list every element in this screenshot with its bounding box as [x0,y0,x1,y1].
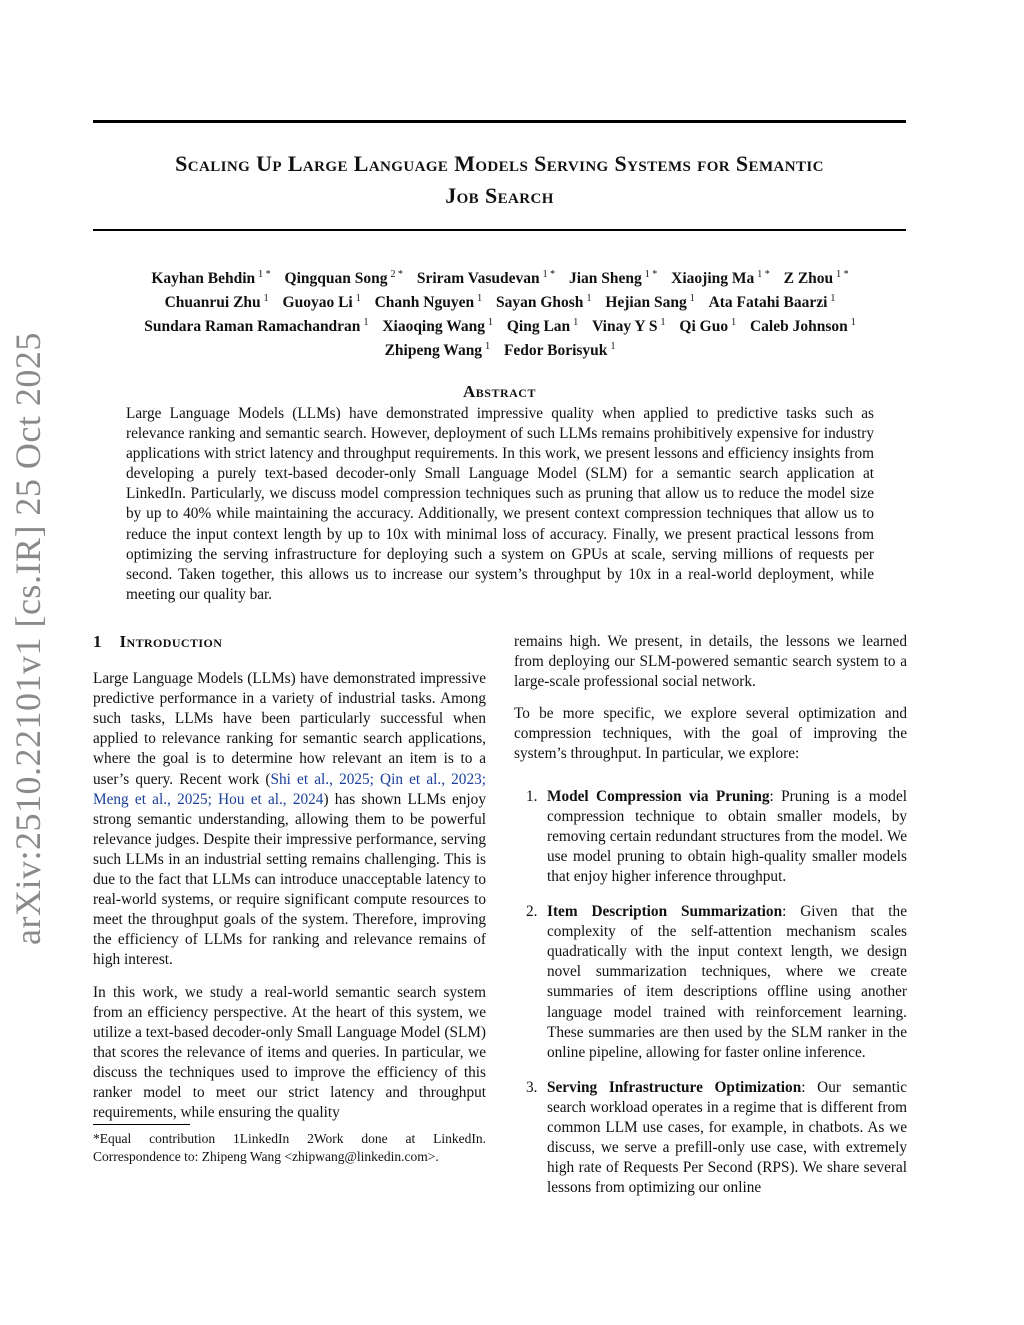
abstract-heading: Abstract [463,382,536,401]
list-item: 2. Item Description Summarization: Given that the complexity of the self-attention mechanism scales quadratically with the input context length, we design novel summarization techniques, where we create summaries of item descriptions offline using another language model trained with reinforcement learning. These summaries are then used by the SLM ranker in the online pipeline, allowing for faster online inference. [526,903,907,1061]
author: Fedor Borisyuk $^1$ [503,341,616,360]
arxiv-stamp: arXiv:2510.22101v1 [cs.IR] 25 Oct 2025 [8,332,48,945]
left-column [93,632,486,1135]
author: Sriram Vasudevan $^{1 *}$ [416,269,556,288]
author: Kayhan Behdin $^{1 *}$ [151,269,271,288]
author: Xiaoqing Wang $^1$ [382,317,493,336]
author: Guoyao Li $^1$ [282,293,361,312]
author-row-4 [100,337,900,361]
section-heading [93,632,486,652]
list-item: 1. Model Compression via Pruning: Pruning is a model compression technique to obtain smaller models, by removing certain redundant structures from the model. We use model pruning to obtain high-quality smaller models that enjoy higher inference throughput. [526,787,907,885]
author: Vinay Y S $^1$ [592,317,666,336]
intro-paragraph-1: Large Language Models (LLMs) have demonstrated impressive predictive performance in a variety of industrial tasks. Among such tasks, LLMs have been particularly successful when applied to relevance ranking for semantic search applications, where the goal is to determine how relevant an item is to a user’s query. Recent work (Shi et al., 2025; Qin et al., 2023; Meng et al., 2025; Hou et al., 2024) has shown LLMs enjoy strong semantic understanding, allowing them to be powerful relevance judges. Despite their impressive performance, serving such LLMs in an industrial setting remains challenging. This is due to the fact that LLMs can introduce unacceptable latency to real-world systems, or require significant compute resources to meet the throughput goals of the system. Therefore, improving the efficiency of LLMs for ranking and relevance remains of high interest. [93,670,487,969]
author-row-2 [100,289,900,313]
section-number: 1 [93,632,102,651]
author: Qingquan Song $^{2 *}$ [284,269,403,288]
author: Chanh Nguyen $^1$ [374,293,483,312]
author: Z Zhou $^{1 *}$ [783,269,849,288]
footnote: *Equal contribution 1LinkedIn 2Work done at LinkedIn. Correspondence to: Zhipeng Wang <zhipwang@linkedin.com>. [93,1131,486,1164]
author: Sayan Ghosh $^1$ [495,293,592,312]
author: Caleb Johnson $^1$ [749,317,856,336]
author: Qing Lan $^1$ [506,317,579,336]
intro-paragraph-4: To be more specific, we explore several optimization and compression techniques, with the goal of improving the system’s throughput. In particular, we explore: [514,705,907,763]
title-line-2: Job Search [445,183,554,208]
contribution-list [514,787,907,1199]
abstract-text: Large Language Models (LLMs) have demonstrated impressive quality when applied to predictive tasks such as relevance ranking and semantic search. However, deployment of such LLMs remains prohibitively expensive for industry applications with strict latency and throughput requirements. In this work, we present lessons and efficiency insights from developing a purely text-based decoder-only Small Language Model (SLM) for a semantic search application at LinkedIn. Particularly, we discuss model compression techniques such as pruning that allow us to reduce the model size by up to 40% while maintaining the accuracy. Additionally, we present context compression techniques that allow us to reduce the input context length by up to 10x with minimal loss of accuracy. Finally, we present practical lessons from optimizing the serving infrastructure for deploying such a system on GPUs at scale, serving millions of requests per second. Taken together, this allows us to increase our system’s throughput by 10x in a real-world deployment, while meeting our quality bar. [126,405,874,603]
author: Hejian Sang $^1$ [605,293,695,312]
paper-title [93,148,906,212]
author: Ata Fatahi Baarzi $^1$ [708,293,836,312]
intro-paragraph-2: In this work, we study a real-world semantic search system from an efficiency perspective. At the heart of this system, we utilize a text-based decoder-only Small Language Model (SLM) that scores the relevance of items and queries. In particular, we discuss the techniques used to improve the efficiency of this ranker model to meet our strict latency and throughput requirements, while ensuring the quality [93,983,486,1122]
author: Chuanrui Zhu $^1$ [164,293,269,312]
author: Xiaojing Ma $^{1 *}$ [671,269,770,288]
title-rule-top [93,120,906,123]
list-item: 3. Serving Infrastructure Optimization: Our semantic search workload operates in a regime that is different from common LLM use cases, for example, in chatbots. As we discuss, we serve a prefill-only use case, with extremely high rate of Requests Per Second (RPS). We share several lessons from optimizing our online [526,1078,907,1197]
citation-link[interactable]: Shi et al., 2025; Qin et al., 2023; Meng et al., 2025; Hou et al., 2024 [93,770,487,808]
author: Sundara Raman Ramachandran $^1$ [144,317,369,336]
author-row-1 [100,265,900,289]
author-row-3 [100,313,900,337]
author: Jian Sheng $^{1 *}$ [568,269,658,288]
intro-paragraph-3: remains high. We present, in details, the lessons we learned from deploying our SLM-powered semantic search system to a large-scale professional social network. [514,633,907,691]
footnote-rule [93,1124,190,1125]
section-title: Introduction [119,632,223,651]
author: Qi Guo $^1$ [679,317,737,336]
author: Zhipeng Wang $^1$ [384,341,491,360]
title-rule-bottom [93,229,906,231]
author-list [100,265,900,362]
title-line-1: Scaling Up Large Language Models Serving Systems for Semantic [175,151,824,176]
right-column [514,632,907,1213]
